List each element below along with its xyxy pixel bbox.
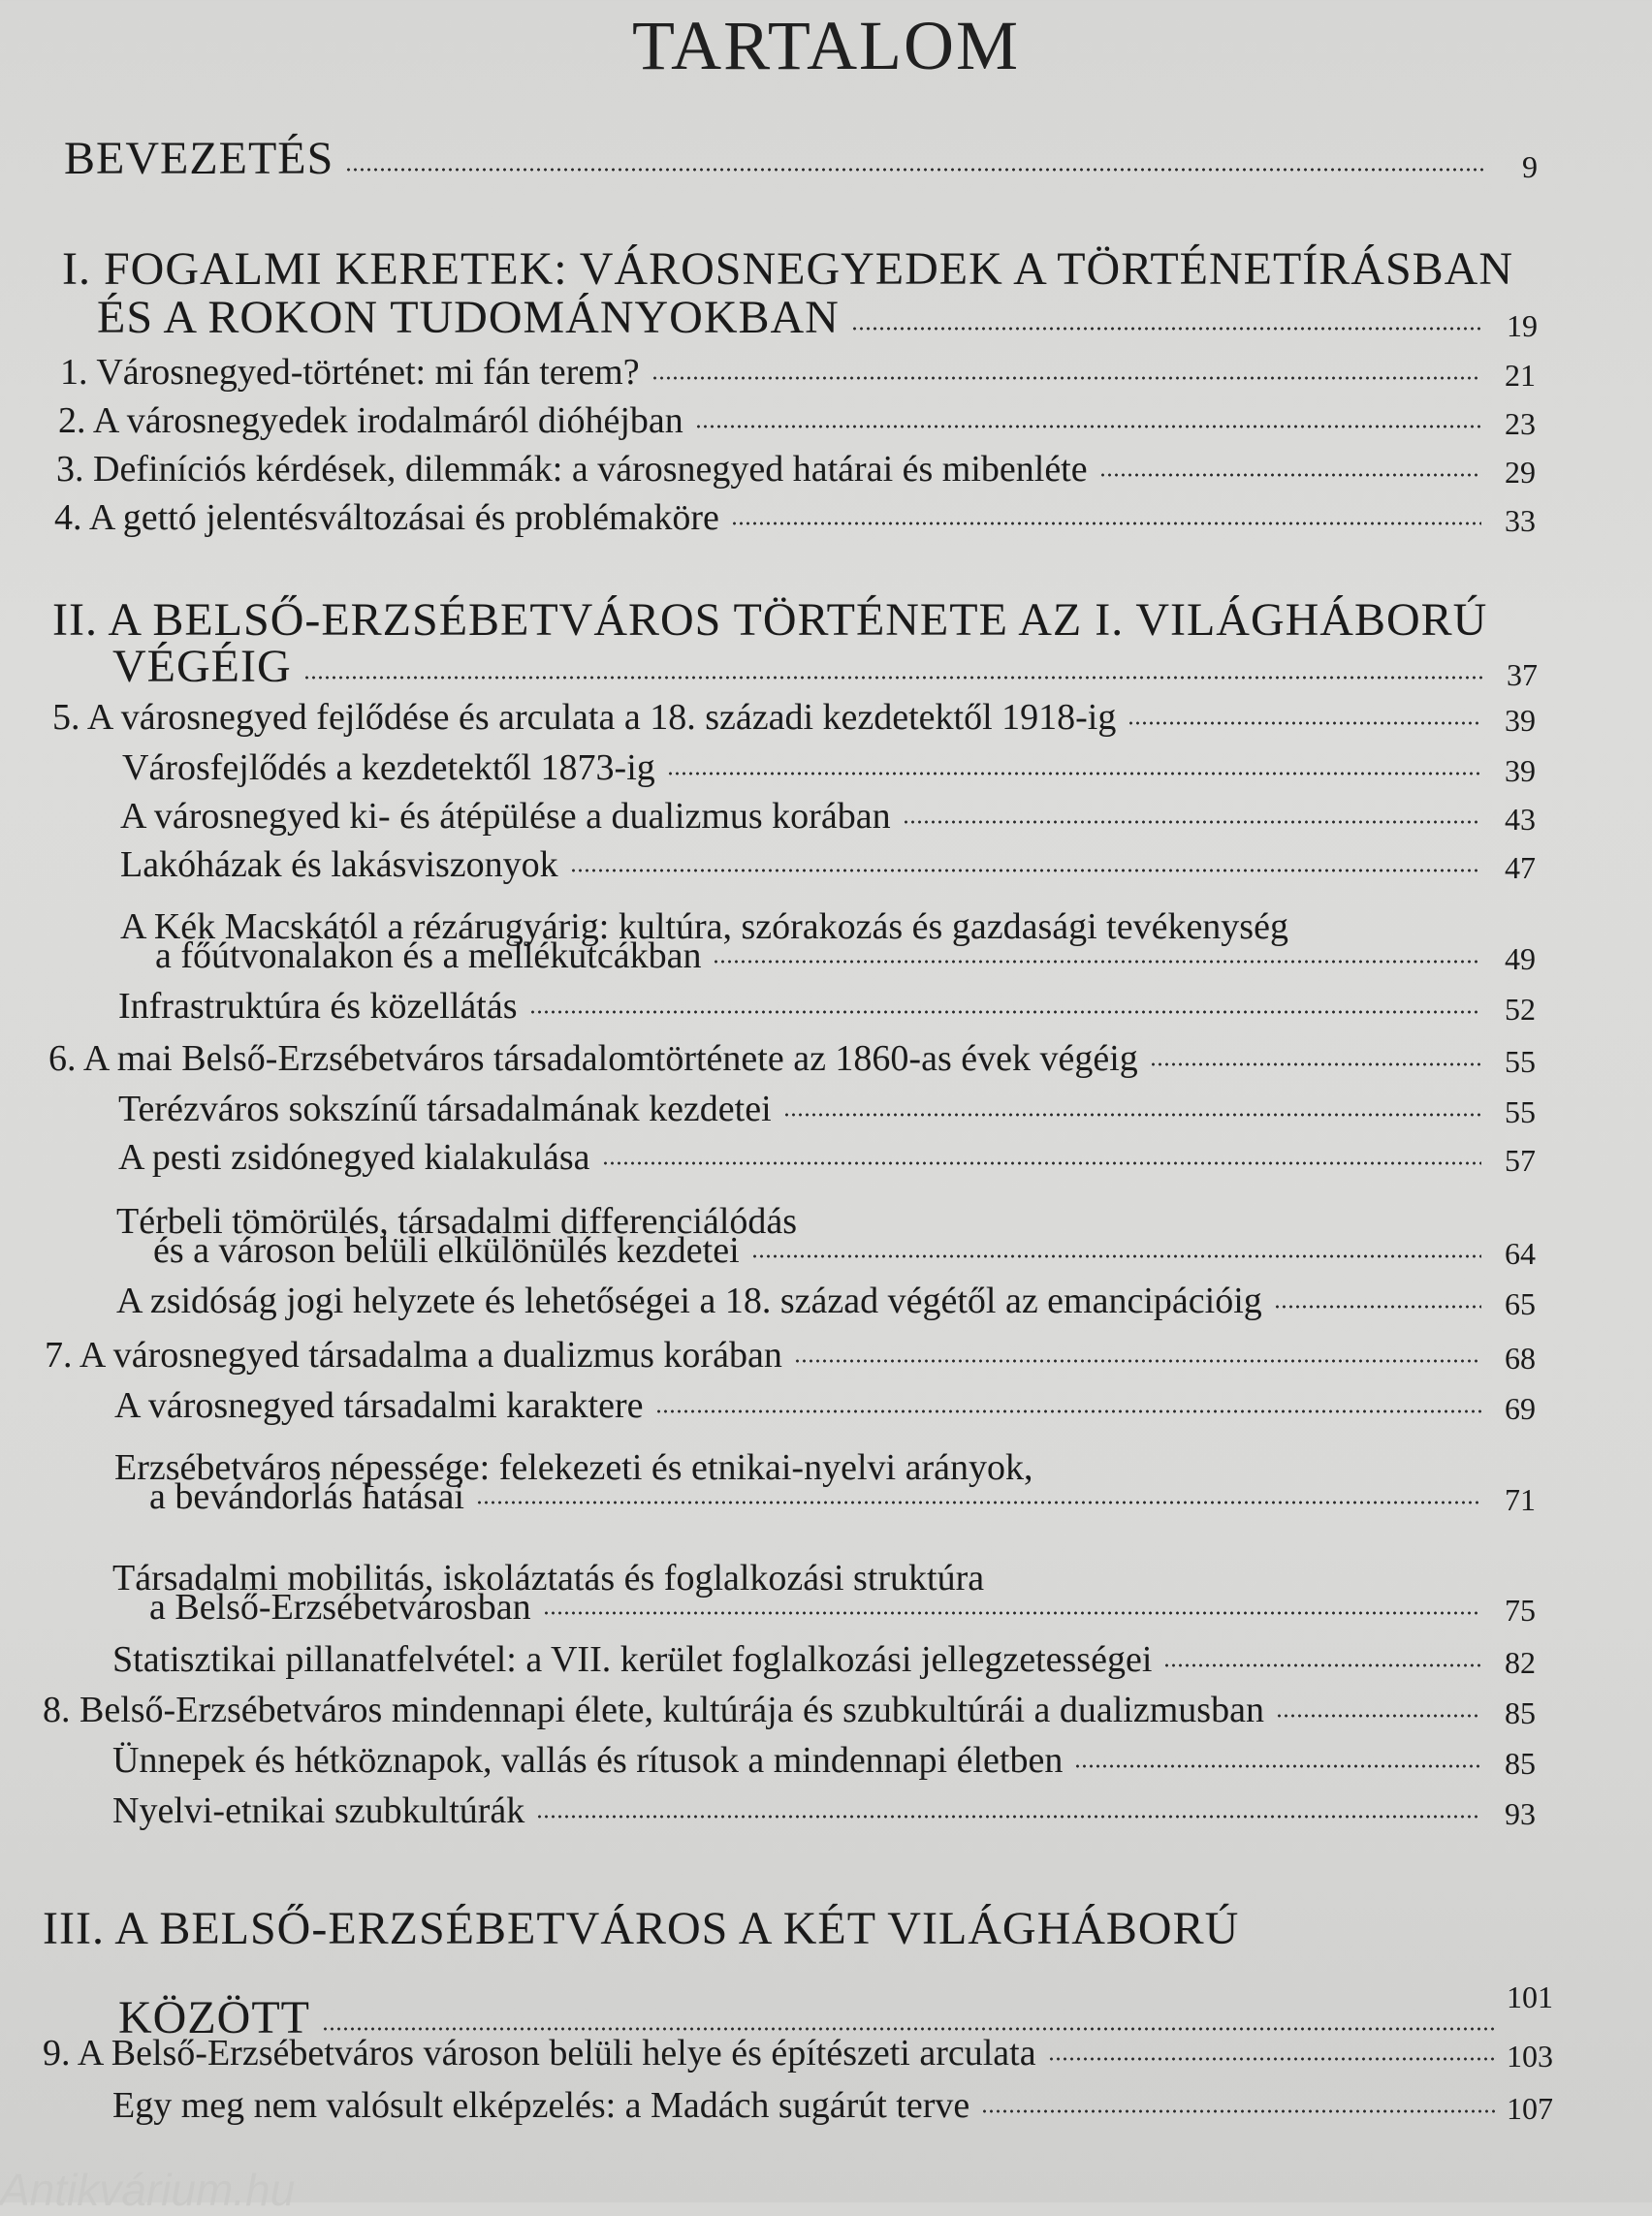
part-heading-line: I. FOGALMI KERETEK: VÁROSNEGYEDEK A TÖRTÉNETÍRÁSBAN: [62, 243, 1513, 295]
toc-entry: A városnegyed társadalmi karaktere 69: [114, 1385, 1536, 1426]
toc-page: TARTALOM BEVEZETÉS 9 I. FOGALMI KERETEK: VÁROSNEGYEDEK A TÖRTÉNETÍRÁSBAN ÉS A ROKON TUDOMÁNYOKBAN 19 1. Városnegyed-történet: mi fán terem? 21 2. A városnegyedek irodalmáról dióhéjban 23 3. Definíciós kérdések, dilemmák: a városnegyed határai és mibenléte 29 4. A gettó jelentésváltozásai és problémaköre 33 II. A BELSŐ-ERZSÉBETVÁROS TÖRTÉNETE AZ I. VILÁGHÁBORÚ VÉGÉIG 37 5. A városnegyed fejlődése és arculata a 18. századi kezdetektől 1918-ig 39 Városfejlődés a kezdetektől 1873-ig 39 A városnegyed ki- és átépülése a dualizmus korában 43 Lakóházak és lakásviszonyok 47 A Kék Macskától a rézárugyárig: kultúra, szórakozás és gazdasági tevékenység a főútvonalakon és a mellékutcákban 49 Infrastruktúra és közellátás 52 6. A mai Belső-Erzsébetváros társadalomtörténete az 1860-as évek végéig 55 Terézváros sokszínű társadalmának kezdetei 55 A pesti zsidónegyed kialakulása 57 Térbeli tömörülés, társadalmi differenciálódás és a városon belüli elkülönülés kezdetei 64 A zsidóság jogi helyzete és lehetőségei a 18. század végétől az emancipációig 65 7. A városnegyed társadalma a dualizmus korában 68 A városnegyed társadalmi karaktere 69 Erzsébetváros népessége: felekezeti és etnikai-nyelvi arányok, a bevándorlás hatásai 71 Társadalmi mobilitás, iskoláztatás és foglalkozási struktúra a Belső-Erzsébetvárosban 75 Statisztikai pillanatfelvétel: a VII. kerület foglalkozási jellegzetességei 82 8. Belső-Erzsébetváros mindennapi élete, kultúrája és szubkultúrái a dualizmusban 85 Ünnepek és hétköznapok, vallás és rítusok a mindennapi életben 85 Nyelvi-etnikai szubkultúrák 93 III. A BELSŐ-ERZSÉBETVÁROS A KÉT VILÁGHÁBORÚ KÖZÖTT 101 9. A Belső-Erzsébetváros városon belüli helye és építészeti arculata 103 Egy meg nem valósult elképzelés: a Madách sugárút terve 107 Antikvárium.hu: [0, 0, 1652, 2202]
part-heading-line: III. A BELSŐ-ERZSÉBETVÁROS A KÉT VILÁGHÁBORÚ: [43, 1903, 1240, 1954]
toc-entry: 6. A mai Belső-Erzsébetváros társadalomtörténete az 1860-as évek végéig 55: [48, 1038, 1536, 1079]
toc-entry: a Belső-Erzsébetvárosban 75: [149, 1587, 1536, 1628]
toc-label: ÉS A ROKON TUDOMÁNYOKBAN: [97, 292, 840, 343]
toc-entry: 7. A városnegyed társadalma a dualizmus korában 68: [45, 1335, 1536, 1376]
page-number: 19: [1507, 308, 1538, 343]
toc-entry: 1. Városnegyed-történet: mi fán terem? 21: [60, 352, 1536, 393]
toc-entry: Ünnepek és hétköznapok, vallás és rítusok a mindennapi életben 85: [112, 1740, 1536, 1781]
toc-entry: a főútvonalakon és a mellékutcákban 49: [155, 935, 1536, 976]
toc-entry: Statisztikai pillanatfelvétel: a VII. kerület foglalkozási jellegzetességei 82: [112, 1639, 1536, 1680]
toc-entry: 3. Definíciós kérdések, dilemmák: a városnegyed határai és mibenléte 29: [56, 449, 1536, 490]
toc-entry: 2. A városnegyedek irodalmáról dióhéjban 23: [58, 400, 1536, 441]
watermark: Antikvárium.hu: [0, 2165, 296, 2215]
leader-dots: [851, 325, 1483, 332]
toc-entry: a bevándorlás hatásai 71: [149, 1476, 1536, 1517]
toc-label: BEVEZETÉS: [64, 133, 334, 184]
toc-entry: és a városon belüli elkülönülés kezdetei 64: [153, 1230, 1536, 1271]
toc-entry: Egy meg nem valósult elképzelés: a Madách sugárút terve 107: [112, 2085, 1553, 2126]
toc-entry: Terézváros sokszínű társadalmának kezdetei 55: [118, 1089, 1536, 1129]
toc-entry: Lakóházak és lakásviszonyok 47: [120, 844, 1536, 885]
toc-entry-part1: [97, 291, 1538, 344]
toc-entry: Infrastruktúra és közellátás 52: [118, 986, 1536, 1027]
page-number: 9: [1522, 149, 1538, 184]
toc-entry: A zsidóság jogi helyzete és lehetőségei a 18. század végétől az emancipációig 65: [116, 1281, 1536, 1321]
toc-entry-part2: VÉGÉIG 37: [112, 641, 1538, 692]
toc-entry: 5. A városnegyed fejlődése és arculata a 18. századi kezdetektől 1918-ig 39: [52, 697, 1536, 738]
toc-entry: A városnegyed ki- és átépülése a dualizmus korában 43: [120, 796, 1536, 837]
part-heading-line: II. A BELSŐ-ERZSÉBETVÁROS TÖRTÉNETE AZ I. VILÁGHÁBORÚ: [52, 594, 1488, 646]
toc-entry: A pesti zsidónegyed kialakulása 57: [118, 1137, 1536, 1178]
toc-entry: 8. Belső-Erzsébetváros mindennapi élete, kultúrája és szubkultúrái a dualizmusban 85: [43, 1690, 1536, 1730]
toc-entry-part3: KÖZÖTT 101: [118, 1979, 1553, 2043]
toc-entry-intro: [64, 132, 1538, 185]
toc-entry: Városfejlődés a kezdetektől 1873-ig 39: [122, 747, 1536, 788]
leader-dots: [345, 166, 1483, 174]
page-title: TARTALOM: [631, 7, 1021, 84]
toc-entry: 4. A gettó jelentésváltozásai és problémaköre 33: [54, 497, 1536, 538]
toc-entry: Nyelvi-etnikai szubkultúrák 93: [112, 1790, 1536, 1831]
toc-entry: 9. A Belső-Erzsébetváros városon belüli helye és építészeti arculata 103: [43, 2033, 1553, 2074]
